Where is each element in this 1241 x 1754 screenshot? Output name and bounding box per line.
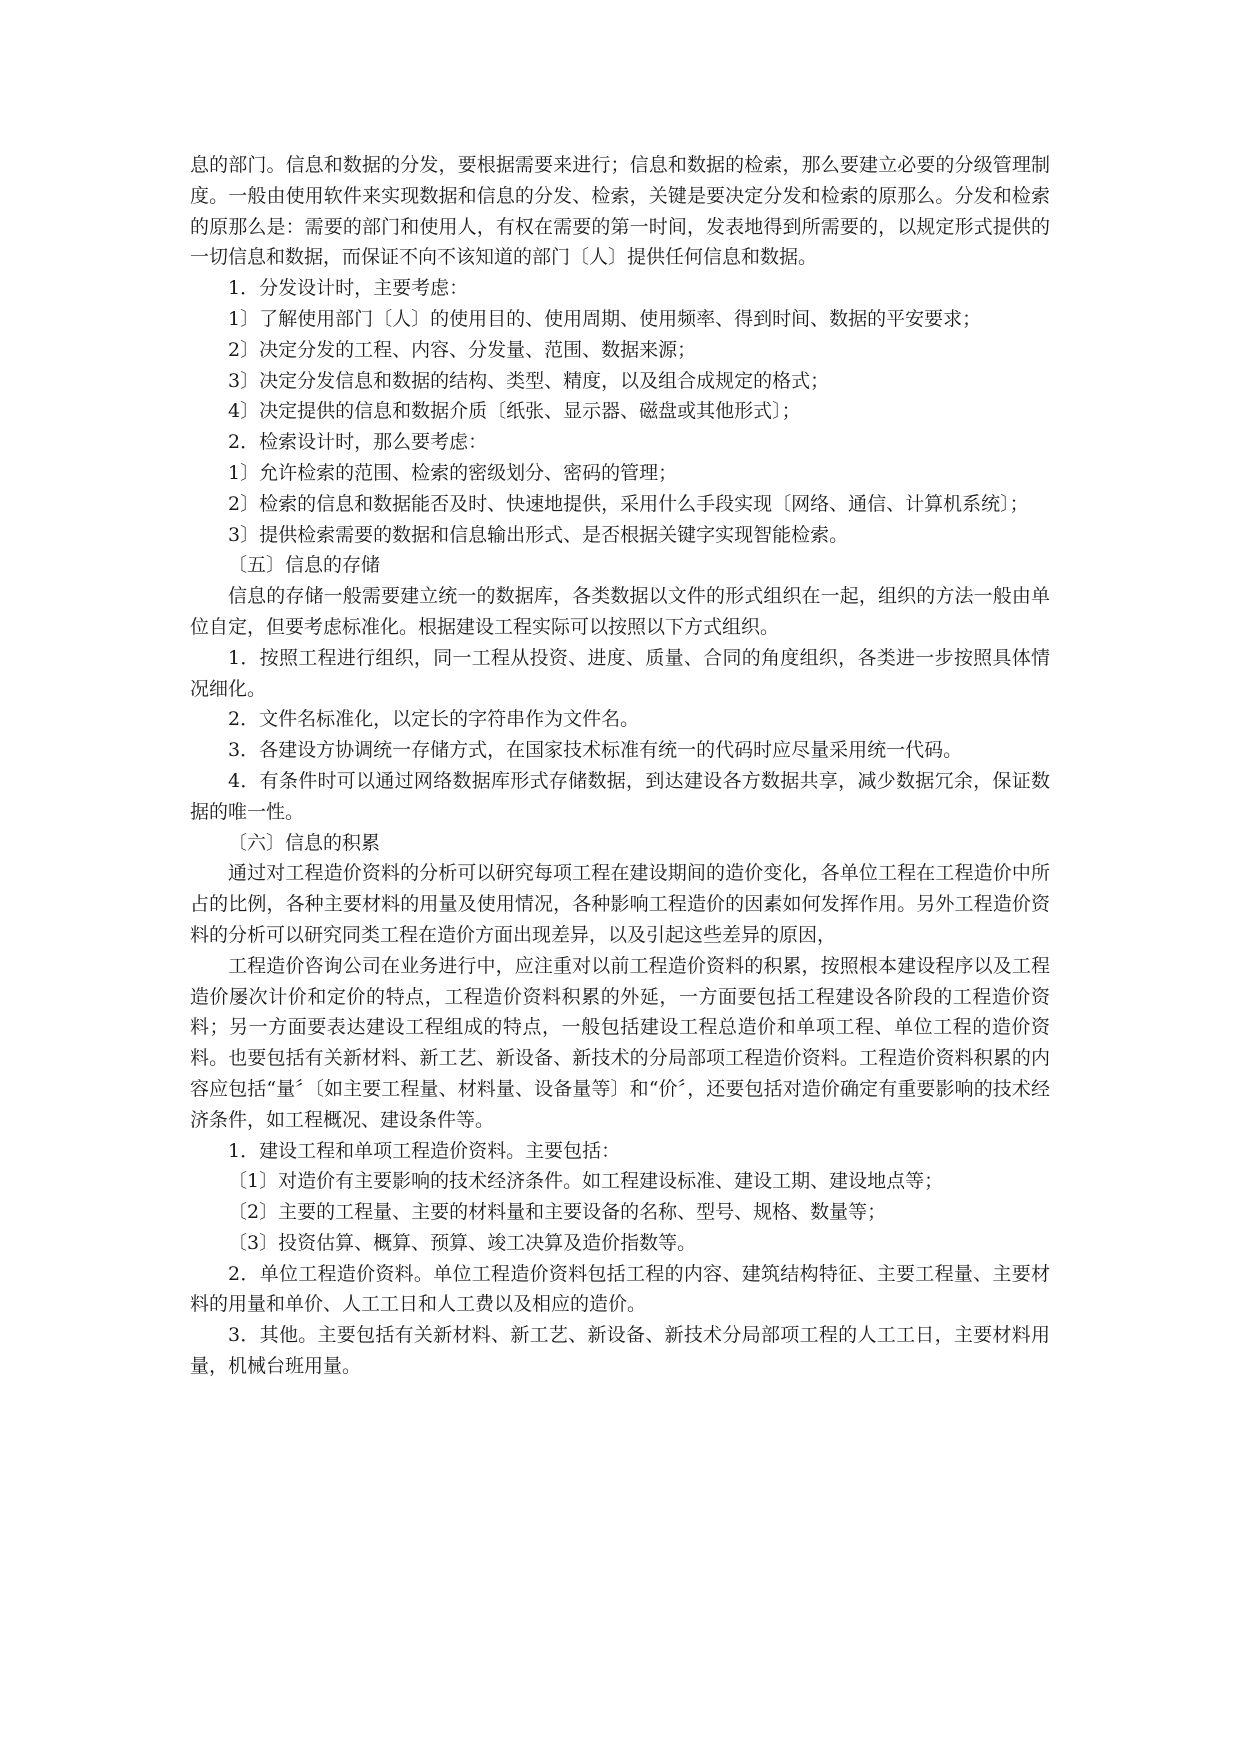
paragraph: 1．建设工程和单项工程造价资料。主要包括： (228, 1139, 621, 1162)
paragraph: 2．单位工程造价资料。单位工程造价资料包括工程的内容、建筑结构特征、主要工程量、主要材料的用量和单价、人工工日和人工费以及相应的造价。 (190, 1262, 1050, 1316)
paragraph: 〔2〕主要的工程量、主要的材料量和主要设备的名称、型号、规格、数量等； (228, 1201, 887, 1224)
paragraph: 〔1〕对造价有主要影响的技术经济条件。如工程建设标准、建设工期、建设地点等； (228, 1170, 944, 1193)
paragraph: 〔3〕投资估算、概算、预算、竣工决算及造价指数等。 (228, 1231, 697, 1254)
paragraph: 1〕了解使用部门〔人〕的使用目的、使用周期、使用频率、得到时间、数据的平安要求； (228, 307, 982, 330)
paragraph: 4．有条件时可以通过网络数据库形式存储数据，到达建设各方数据共享，减少数据冗余，保证数据的唯一性。 (190, 769, 1050, 823)
paragraph: 3〕提供检索需要的数据和信息输出形式、是否根据关键字实现智能检索。 (228, 523, 849, 546)
document-body (190, 150, 1050, 1382)
paragraph: 信息的存储一般需要建立统一的数据库，各类数据以文件的形式组织在一起，组织的方法一般由单位自定，但要考虑标准化。根据建设工程实际可以按照以下方式组织。 (190, 585, 1050, 638)
paragraph: 2〕检索的信息和数据能否及时、快速地提供，采用什么手段实现〔网络、通信、计算机系统〕； (228, 492, 1029, 515)
paragraph: 2．文件名标准化，以定长的字符串作为文件名。 (228, 708, 640, 731)
paragraph: 2．检索设计时，那么要考虑： (228, 431, 488, 454)
paragraph: 3〕决定分发信息和数据的结构、类型、精度，以及组合成规定的格式； (228, 369, 830, 392)
paragraph: 工程造价咨询公司在业务进行中，应注重对以前工程造价资料的积累，按照根本建设程序以及工程造价屡次计价和定价的特点，工程造价资料积累的外延，一方面要包括工程建设各阶段的工程造价资料；另一方面要表达建设工程组成的特点，一般包括建设工程总造价和单项工程、单位工程的造价资料。也要包括有关新材料、新工艺、新设备、新技术的分局部项工程造价资料。工程造价资料积累的内容应包括“量〞〔如主要工程量、材料量、设备量等〕和“价〞，还要包括对造价确定有重要影响的技术经济条件，如工程概况、建设条件等。 (190, 954, 1050, 1131)
paragraph: 3．其他。主要包括有关新材料、新工艺、新设备、新技术分局部项工程的人工工日，主要材料用量，机械台班用量。 (190, 1324, 1050, 1378)
paragraph: 通过对工程造价资料的分析可以研究每项工程在建设期间的造价变化，各单位工程在工程造价中所占的比例，各种主要材料的用量及使用情况，各种影响工程造价的因素如何发挥作用。另外工程造价资料的分析可以研究同类工程在造价方面出现差异，以及引起这些差异的原因， (190, 862, 1050, 946)
paragraph: 1．按照工程进行组织，同一工程从投资、进度、质量、合同的角度组织，各类进一步按照具体情况细化。 (190, 646, 1050, 700)
paragraph: 1〕允许检索的范围、检索的密级划分、密码的管理； (228, 461, 678, 484)
paragraph: 1．分发设计时，主要考虑： (228, 277, 469, 300)
paragraph: 〔五〕信息的存储 (228, 554, 381, 577)
paragraph: 〔六〕信息的积累 (228, 831, 381, 854)
paragraph: 4〕决定提供的信息和数据介质〔纸张、显示器、磁盘或其他形式〕； (228, 400, 801, 423)
paragraph: 3．各建设方协调统一存储方式，在国家技术标准有统一的代码时应尽量采用统一代码。 (228, 739, 963, 762)
paragraph: 2〕决定分发的工程、内容、分发量、范围、数据来源； (228, 338, 697, 361)
paragraph: 息的部门。信息和数据的分发，要根据需要来进行；信息和数据的检索，那么要建立必要的分级管理制度。一般由使用软件来实现数据和信息的分发、检索，关键是要决定分发和检索的原那么。分发和检索的原那么是：需要的部门和使用人，有权在需要的第一时间，发表地得到所需要的，以规定形式提供的一切信息和数据，而保证不向不该知道的部门〔人〕提供任何信息和数据。 (190, 154, 1050, 269)
